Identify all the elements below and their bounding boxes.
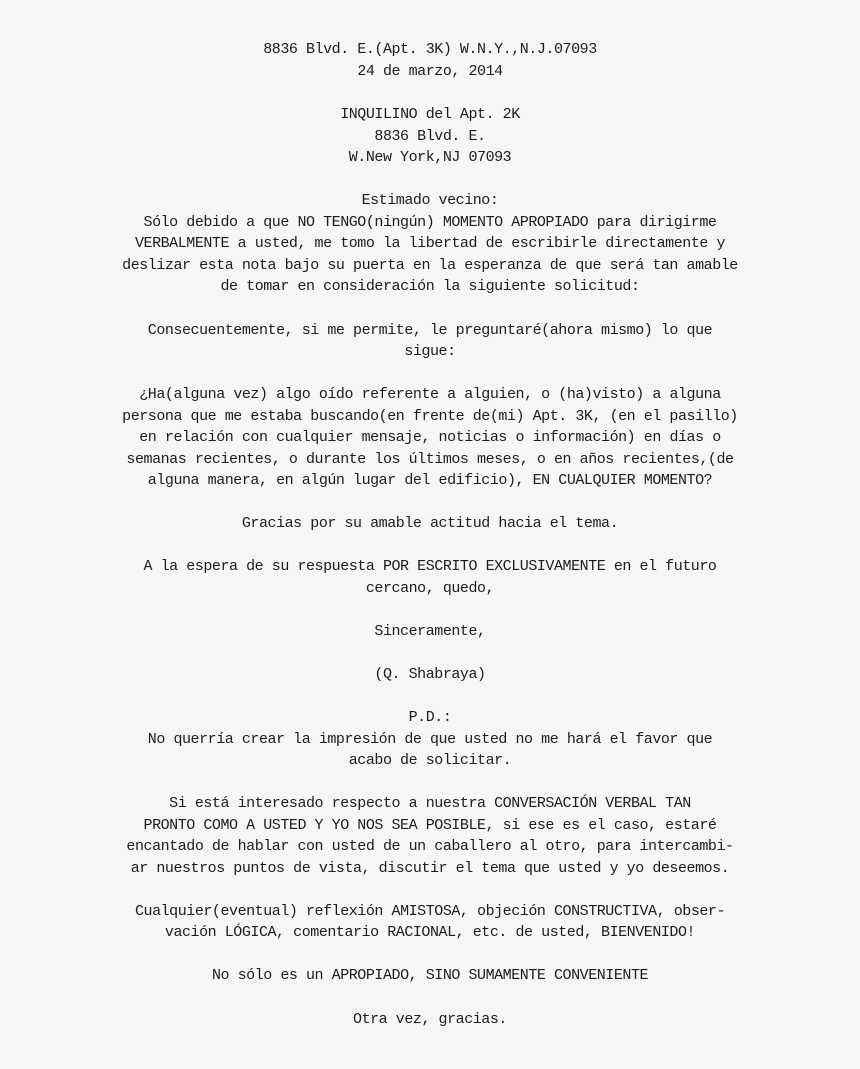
paragraph-line: deslizar esta nota bajo su puerta en la esperanza de que será tan amable <box>122 257 738 274</box>
paragraph-line: de tomar en consideración la siguiente solicitud: <box>220 278 640 295</box>
postscript-closing-line: Otra vez, gracias. <box>353 1011 507 1028</box>
signature: (Q. Shabraya) <box>374 666 486 683</box>
paragraph-line: en relación con cualquier mensaje, noticias o información) en días o <box>139 429 721 446</box>
postscript-line: acabo de solicitar. <box>348 752 512 769</box>
postscript-line: No querría crear la impresión de que usted no me hará el favor que <box>147 731 713 748</box>
paragraph-line: cercano, quedo, <box>365 580 495 597</box>
paragraph-line: semanas recientes, o durante los últimos meses, o en años recientes,(de <box>126 451 734 468</box>
salutation: Estimado vecino: <box>361 192 499 209</box>
recipient-name: INQUILINO del Apt. 2K <box>340 106 520 123</box>
paragraph-line: persona que me estaba buscando(en frente de(mi) Apt. 3K, (en el pasillo) <box>122 408 738 425</box>
sender-address: 8836 Blvd. E.(Apt. 3K) W.N.Y.,N.J.07093 <box>263 41 597 58</box>
postscript-line: Si está interesado respecto a nuestra CONVERSACIÓN VERBAL TAN <box>169 795 691 812</box>
paragraph-line: alguna manera, en algún lugar del edificio), EN CUALQUIER MOMENTO? <box>147 472 713 489</box>
paragraph-line: A la espera de su respuesta POR ESCRITO EXCLUSIVAMENTE en el futuro <box>143 558 717 575</box>
paragraph-line: Consecuentemente, si me permite, le preguntaré(ahora mismo) lo que <box>147 322 713 339</box>
paragraph-line: Sólo debido a que NO TENGO(ningún) MOMENTO APROPIADO para dirigirme <box>143 214 717 231</box>
paragraph-line: VERBALMENTE a usted, me tomo la libertad de escribirle directamente y <box>134 235 726 252</box>
letter-date: 24 de marzo, 2014 <box>357 63 503 80</box>
postscript-label: P.D.: <box>408 709 452 726</box>
postscript-line: No sólo es un APROPIADO, SINO SUMAMENTE CONVENIENTE <box>211 967 649 984</box>
paragraph-line: sigue: <box>404 343 456 360</box>
closing: Sinceramente, <box>374 623 486 640</box>
postscript-line: PRONTO COMO A USTED Y YO NOS SEA POSIBLE, si ese es el caso, estaré <box>143 817 717 834</box>
postscript-line: Cualquier(eventual) reflexión AMISTOSA, objeción CONSTRUCTIVA, obser- <box>134 903 726 920</box>
paragraph-line: ¿Ha(alguna vez) algo oído referente a alguien, o (ha)visto) a alguna <box>139 386 721 403</box>
recipient-street: 8836 Blvd. E. <box>374 128 486 145</box>
postscript-line: encantado de hablar con usted de un caballero al otro, para intercambi- <box>126 838 734 855</box>
postscript-line: ar nuestros puntos de vista, discutir el tema que usted y yo deseemos. <box>130 860 730 877</box>
recipient-city: W.New York,NJ 07093 <box>348 149 512 166</box>
postscript-line: vación LÓGICA, comentario RACIONAL, etc. de usted, BIENVENIDO! <box>164 924 696 941</box>
paragraph-line: Gracias por su amable actitud hacia el tema. <box>241 515 619 532</box>
